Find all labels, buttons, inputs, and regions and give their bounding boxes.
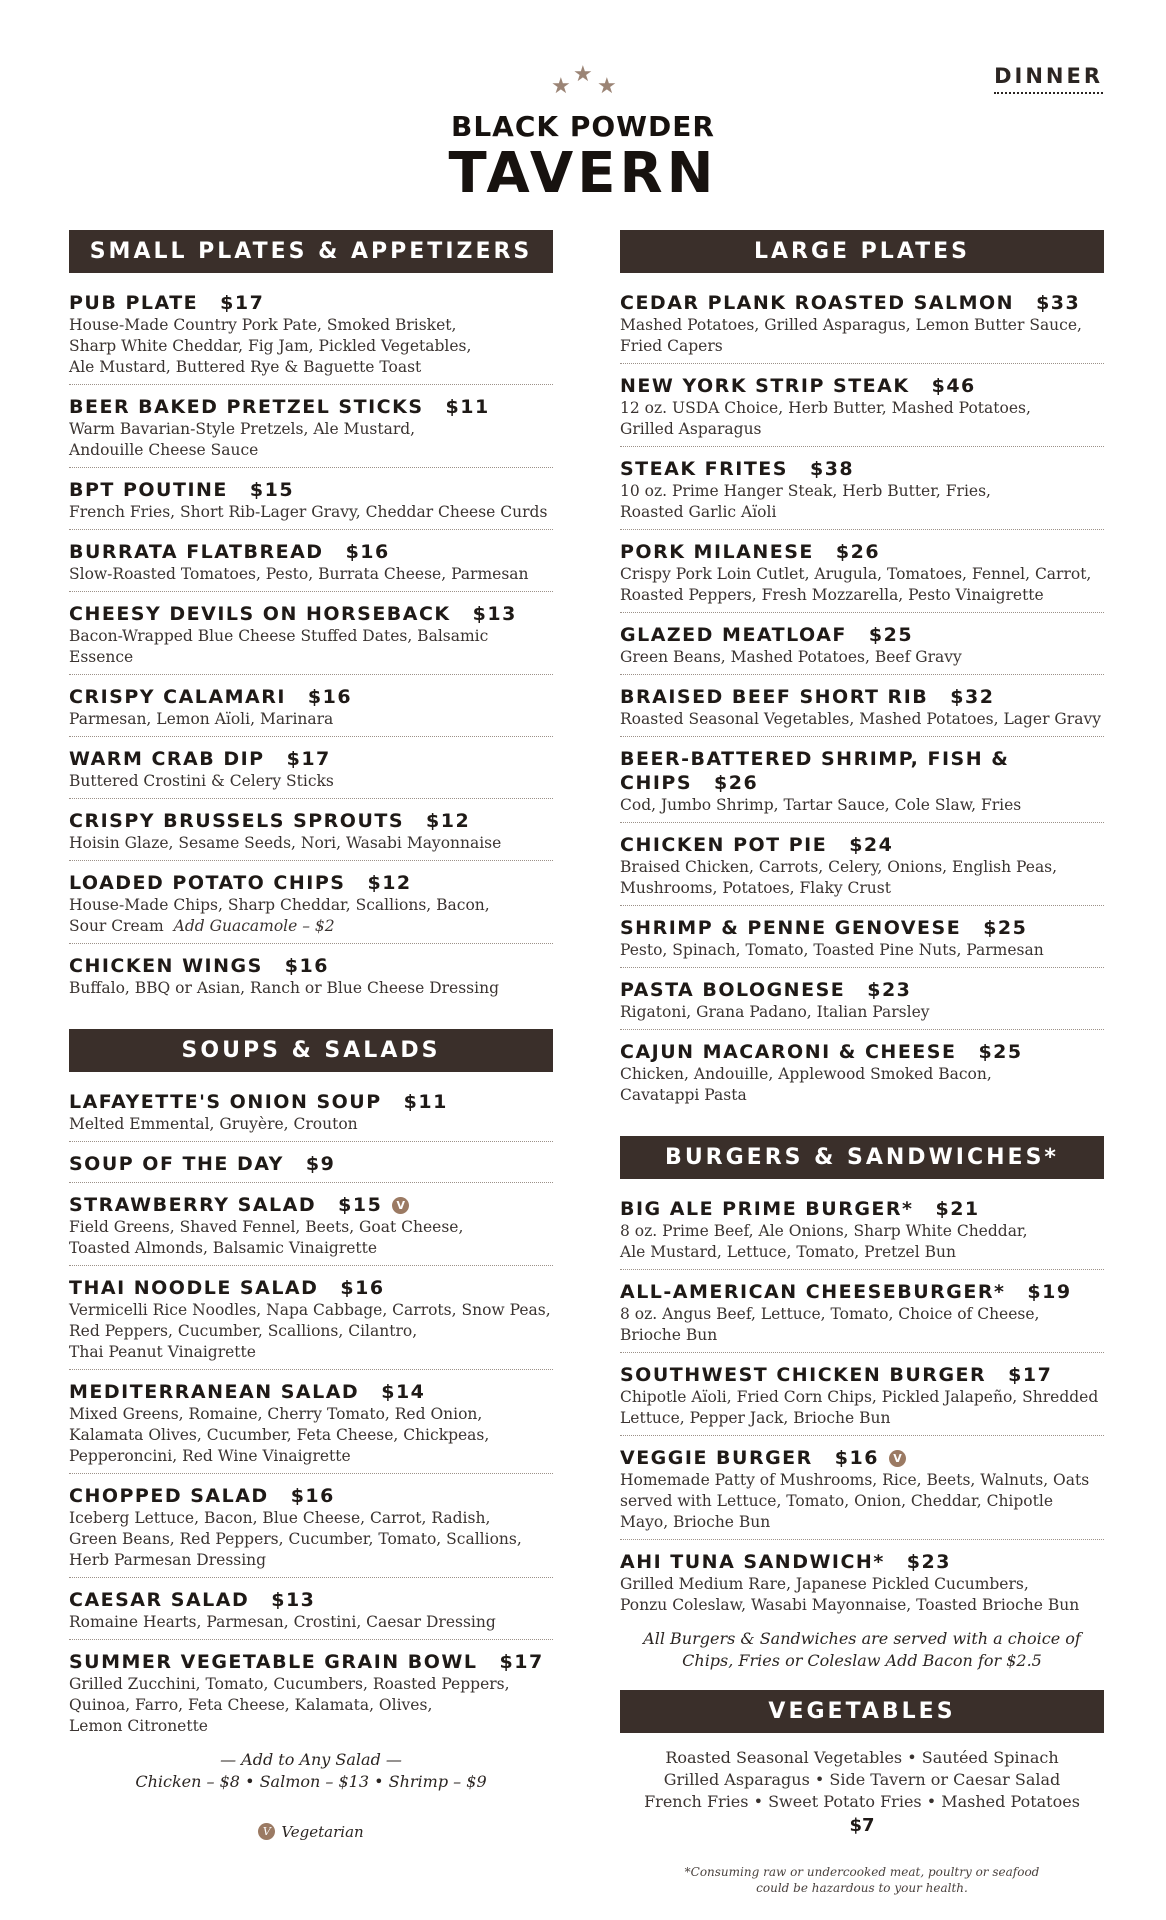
- item-price: $26: [835, 541, 881, 563]
- item-description: [620, 502, 1104, 523]
- item-description: [620, 1408, 1104, 1429]
- item-description: [69, 1425, 553, 1446]
- item-description: [620, 585, 1104, 606]
- item-title: [620, 1446, 1104, 1470]
- description-text: Thai Peanut Vinaigrette: [69, 1343, 256, 1361]
- description-text: Ale Mustard, Buttered Rye & Baguette Toast: [69, 358, 422, 376]
- description-text: Green Beans, Red Peppers, Cucumber, Tomato, Scallions,: [69, 1530, 522, 1548]
- item-name: PASTA BOLOGNESE: [620, 979, 846, 1001]
- item-title: [620, 1550, 1104, 1574]
- item-name: NEW YORK STRIP STEAK: [620, 375, 910, 397]
- item-price: $11: [403, 1091, 448, 1113]
- item-description: [69, 315, 553, 336]
- section-burgers-sandwiches: [620, 1136, 1104, 1672]
- item-price: $13: [472, 603, 517, 625]
- menu-item: [69, 1584, 553, 1640]
- item-name: CRISPY CALAMARI: [69, 686, 286, 708]
- item-price: $25: [978, 1041, 1023, 1063]
- item-description: [69, 357, 553, 378]
- salad-addon-note: [69, 1749, 553, 1793]
- description-text: Ponzu Coleslaw, Wasabi Mayonnaise, Toasted Brioche Bun: [620, 1596, 1080, 1614]
- description-text: 8 oz. Angus Beef, Lettuce, Tomato, Choice of Cheese,: [620, 1305, 1040, 1323]
- item-name: VEGGIE BURGER: [620, 1447, 813, 1469]
- menu-item-list: [620, 287, 1104, 1112]
- item-title: [620, 291, 1104, 315]
- description-text: Green Beans, Mashed Potatoes, Beef Gravy: [620, 648, 962, 666]
- item-description: [69, 1550, 553, 1571]
- menu-item: [69, 598, 553, 675]
- item-price: $13: [271, 1589, 316, 1611]
- description-text: Mayo, Brioche Bun: [620, 1513, 771, 1531]
- item-description: [69, 833, 553, 854]
- menu-item: [69, 1148, 553, 1183]
- description-text: Chicken, Andouille, Applewood Smoked Bacon,: [620, 1065, 992, 1083]
- item-price: $25: [868, 624, 914, 646]
- item-title: [69, 1484, 553, 1508]
- description-text: 8 oz. Prime Beef, Ale Onions, Sharp White Cheddar,: [620, 1222, 1028, 1240]
- item-price: $15: [338, 1194, 383, 1216]
- vegetable-list: [620, 1747, 1104, 1813]
- item-description: [620, 1574, 1104, 1595]
- item-description: [69, 1716, 553, 1737]
- item-price: $16: [340, 1277, 385, 1299]
- description-text: Quinoa, Farro, Feta Cheese, Kalamata, Olives,: [69, 1696, 433, 1714]
- description-text: Warm Bavarian-Style Pretzels, Ale Mustard,: [69, 420, 416, 438]
- item-title: [620, 540, 1104, 564]
- item-description: [620, 1387, 1104, 1408]
- vegetarian-legend: [69, 1823, 553, 1841]
- section-header: VEGETABLES: [620, 1690, 1104, 1733]
- item-title: [620, 1197, 1104, 1221]
- item-description: [69, 1342, 553, 1363]
- item-description: [620, 940, 1104, 961]
- item-description: [620, 398, 1104, 419]
- menu-item: [69, 536, 553, 592]
- item-title: [620, 623, 1104, 647]
- item-name: BPT POUTINE: [69, 479, 228, 501]
- description-text: Field Greens, Shaved Fennel, Beets, Goat Cheese,: [69, 1218, 464, 1236]
- menu-item: [69, 681, 553, 737]
- disclaimer-line: could be hazardous to your health.: [756, 1881, 968, 1895]
- item-name: WARM CRAB DIP: [69, 748, 265, 770]
- item-title: [69, 1152, 553, 1176]
- description-text: Crispy Pork Loin Cutlet, Arugula, Tomatoes, Fennel, Carrot,: [620, 565, 1092, 583]
- item-price: $16: [307, 686, 353, 708]
- item-description: [69, 440, 553, 461]
- item-name: PUB PLATE: [69, 292, 199, 314]
- description-text: Grilled Medium Rare, Japanese Pickled Cucumbers,: [620, 1575, 1029, 1593]
- burger-sides-note: [620, 1628, 1104, 1672]
- description-text: Grilled Zucchini, Tomato, Cucumbers, Roasted Peppers,: [69, 1675, 510, 1693]
- item-description: [69, 978, 553, 999]
- item-description: [620, 1064, 1104, 1085]
- description-text: Parmesan, Lemon Aïoli, Marinara: [69, 710, 334, 728]
- item-title: [620, 916, 1104, 940]
- item-title: [69, 747, 553, 771]
- item-description: [620, 1512, 1104, 1533]
- menu-type-label: DINNER: [994, 64, 1103, 94]
- item-description: [620, 481, 1104, 502]
- item-name: AHI TUNA SANDWICH*: [620, 1551, 885, 1573]
- item-description: [69, 1695, 553, 1716]
- description-text: House-Made Chips, Sharp Cheddar, Scallions, Bacon,: [69, 896, 490, 914]
- item-description: [620, 1325, 1104, 1346]
- item-name: STEAK FRITES: [620, 458, 788, 480]
- note-line: Chicken – $8 • Salmon – $13 • Shrimp – $9: [135, 1772, 487, 1791]
- description-text: Roasted Seasonal Vegetables, Mashed Potatoes, Lager Gravy: [620, 710, 1101, 728]
- item-title: [69, 602, 553, 626]
- description-text: Brioche Bun: [620, 1326, 718, 1344]
- item-name: LAFAYETTE'S ONION SOUP: [69, 1091, 382, 1113]
- description-text: 10 oz. Prime Hanger Steak, Herb Butter, Fries,: [620, 482, 991, 500]
- description-text: Sour Cream: [69, 917, 164, 935]
- item-description: [620, 564, 1104, 585]
- item-description: [620, 1002, 1104, 1023]
- item-name: CHEESY DEVILS ON HORSEBACK: [69, 603, 451, 625]
- section-header: LARGE PLATES: [620, 230, 1104, 273]
- item-description: [620, 795, 1104, 816]
- item-name: PORK MILANESE: [620, 541, 814, 563]
- description-text: Pesto, Spinach, Tomato, Toasted Pine Nuts, Parmesan: [620, 941, 1044, 959]
- menu-item: [620, 1442, 1104, 1540]
- description-text: Melted Emmental, Gruyère, Crouton: [69, 1115, 358, 1133]
- note-line: Chips, Fries or Coleslaw Add Bacon for $2.5: [682, 1651, 1042, 1670]
- health-disclaimer: [620, 1864, 1104, 1896]
- item-price: $16: [290, 1485, 335, 1507]
- item-price: $17: [499, 1651, 544, 1673]
- item-title: [69, 1090, 553, 1114]
- item-price: $17: [286, 748, 331, 770]
- item-title: [69, 809, 553, 833]
- item-name: BRAISED BEEF SHORT RIB: [620, 686, 929, 708]
- item-name: BIG ALE PRIME BURGER*: [620, 1198, 914, 1220]
- item-price: $21: [935, 1198, 980, 1220]
- description-text: Cod, Jumbo Shrimp, Tartar Sauce, Cole Slaw, Fries: [620, 796, 1022, 814]
- item-description: [620, 1491, 1104, 1512]
- item-description: [620, 1085, 1104, 1106]
- item-price: $16: [284, 955, 329, 977]
- vegetarian-icon: V: [258, 1823, 275, 1840]
- item-description: [69, 1508, 553, 1529]
- item-title: [69, 1193, 553, 1217]
- item-price: $14: [381, 1381, 426, 1403]
- description-text: Roasted Peppers, Fresh Mozzarella, Pesto Vinaigrette: [620, 586, 1044, 604]
- item-title: [620, 978, 1104, 1002]
- vegetable-price: $7: [849, 1815, 875, 1836]
- item-title: [69, 954, 553, 978]
- item-name: GLAZED MEATLOAF: [620, 624, 847, 646]
- vegetable-line: Roasted Seasonal Vegetables • Sautéed Spinach: [665, 1748, 1059, 1767]
- item-price: $11: [445, 396, 490, 418]
- section-small-plates: [69, 230, 553, 1005]
- item-title: [620, 685, 1104, 709]
- item-price: $19: [1027, 1281, 1072, 1303]
- item-price: $25: [983, 917, 1028, 939]
- star-icon: ★: [551, 74, 571, 99]
- logo-line-2: TAVERN: [448, 141, 718, 206]
- description-text: Roasted Garlic Aïoli: [620, 503, 777, 521]
- description-text: Braised Chicken, Carrots, Celery, Onions, English Peas,: [620, 858, 1058, 876]
- right-column: [620, 230, 1104, 1896]
- menu-item: [620, 1276, 1104, 1353]
- item-title: [620, 747, 1104, 795]
- item-description: [69, 771, 553, 792]
- item-price: $46: [931, 375, 976, 397]
- note-line: All Burgers & Sandwiches are served with a choice of: [643, 1629, 1081, 1648]
- description-text: Buttered Crostini & Celery Sticks: [69, 772, 334, 790]
- item-name: SUMMER VEGETABLE GRAIN BOWL: [69, 1651, 478, 1673]
- legend-label: Vegetarian: [281, 1823, 364, 1841]
- menu-item-list: [69, 1086, 553, 1743]
- item-price: $26: [714, 772, 759, 794]
- item-name: THAI NOODLE SALAD: [69, 1277, 319, 1299]
- item-name: MEDITERRANEAN SALAD: [69, 1381, 360, 1403]
- menu-item: [69, 391, 553, 468]
- section-soups-salads: [69, 1029, 553, 1841]
- item-name: BURRATA FLATBREAD: [69, 541, 324, 563]
- description-text: Herb Parmesan Dressing: [69, 1551, 267, 1569]
- description-text: 12 oz. USDA Choice, Herb Butter, Mashed Potatoes,: [620, 399, 1031, 417]
- vegetable-line: French Fries • Sweet Potato Fries • Mashed Potatoes: [644, 1792, 1080, 1811]
- description-text: Toasted Almonds, Balsamic Vinaigrette: [69, 1239, 378, 1257]
- item-title: [620, 833, 1104, 857]
- logo-line-1: BLACK POWDER: [451, 110, 715, 143]
- item-name: CEDAR PLANK ROASTED SALMON: [620, 292, 1015, 314]
- item-description: [69, 1612, 553, 1633]
- menu-item: [69, 950, 553, 1005]
- item-price: $12: [426, 810, 471, 832]
- item-title: [620, 1280, 1104, 1304]
- menu-item: [69, 805, 553, 861]
- item-description: [620, 419, 1104, 440]
- description-text: Ale Mustard, Lettuce, Tomato, Pretzel Bun: [620, 1243, 956, 1261]
- item-description: [620, 1242, 1104, 1263]
- menu-item-list: [69, 287, 553, 1005]
- description-text: Cavatappi Pasta: [620, 1086, 747, 1104]
- item-description: [69, 626, 553, 668]
- vegetarian-icon: V: [392, 1197, 409, 1214]
- description-text: served with Lettuce, Tomato, Onion, Cheddar, Chipotle: [620, 1492, 1054, 1510]
- description-text: Lemon Citronette: [69, 1717, 208, 1735]
- menu-item: [620, 912, 1104, 968]
- description-text: Mushrooms, Potatoes, Flaky Crust: [620, 879, 891, 897]
- section-vegetables: [620, 1690, 1104, 1896]
- description-text: Mashed Potatoes, Grilled Asparagus, Lemon Butter Sauce,: [620, 316, 1082, 334]
- item-description: [69, 1238, 553, 1259]
- item-title: [69, 1276, 553, 1300]
- item-title: [69, 1650, 553, 1674]
- menu-item: [69, 743, 553, 799]
- item-price: $17: [220, 292, 265, 314]
- menu-item: [620, 619, 1104, 675]
- description-text: Homemade Patty of Mushrooms, Rice, Beets, Walnuts, Oats: [620, 1471, 1090, 1489]
- item-title: [69, 685, 553, 709]
- item-price: $16: [834, 1447, 879, 1469]
- item-title: [69, 1380, 553, 1404]
- item-name: CHICKEN WINGS: [69, 955, 263, 977]
- description-text: Hoisin Glaze, Sesame Seeds, Nori, Wasabi Mayonnaise: [69, 834, 502, 852]
- item-price: $23: [906, 1551, 951, 1573]
- item-description: [69, 895, 553, 916]
- item-title: [620, 1363, 1104, 1387]
- item-description: [69, 1321, 553, 1342]
- item-description: [69, 1404, 553, 1425]
- item-description: [69, 1300, 553, 1321]
- item-description: [620, 315, 1104, 336]
- item-title: [69, 478, 553, 502]
- description-text: Grilled Asparagus: [620, 420, 762, 438]
- menu-item: [620, 1359, 1104, 1436]
- item-price: $33: [1036, 292, 1081, 314]
- logo-stars: [523, 60, 643, 100]
- item-title: [69, 1588, 553, 1612]
- item-price: $38: [809, 458, 855, 480]
- item-addon: Add Guacamole – $2: [173, 917, 335, 935]
- left-column: [69, 230, 553, 1841]
- menu-item: [620, 370, 1104, 447]
- menu-item: [69, 1480, 553, 1578]
- description-text: Fried Capers: [620, 337, 723, 355]
- item-description: [69, 336, 553, 357]
- description-text: Kalamata Olives, Cucumber, Feta Cheese, Chickpeas,: [69, 1426, 490, 1444]
- description-text: Iceberg Lettuce, Bacon, Blue Cheese, Carrot, Radish,: [69, 1509, 491, 1527]
- star-icon: ★: [573, 62, 593, 87]
- menu-item: [69, 474, 553, 530]
- item-title: [69, 871, 553, 895]
- vegetable-line: Grilled Asparagus • Side Tavern or Caesar Salad: [663, 1770, 1061, 1789]
- item-description: [620, 857, 1104, 878]
- item-name: BEER BAKED PRETZEL STICKS: [69, 396, 424, 418]
- item-description: [620, 1470, 1104, 1491]
- item-description: [620, 709, 1104, 730]
- item-name: STRAWBERRY SALAD: [69, 1194, 317, 1216]
- item-name: SOUP OF THE DAY: [69, 1153, 284, 1175]
- item-description: [620, 1221, 1104, 1242]
- menu-item: [620, 974, 1104, 1030]
- item-name: CAESAR SALAD: [69, 1589, 250, 1611]
- item-description: [69, 709, 553, 730]
- menu-item: [69, 1086, 553, 1142]
- description-text: House-Made Country Pork Pate, Smoked Brisket,: [69, 316, 457, 334]
- menu-item: [620, 536, 1104, 613]
- item-title: [69, 540, 553, 564]
- menu-item: [69, 867, 553, 944]
- item-description: [69, 1217, 553, 1238]
- restaurant-logo: [0, 60, 1166, 204]
- description-text: Vermicelli Rice Noodles, Napa Cabbage, Carrots, Snow Peas,: [69, 1301, 551, 1319]
- item-name: CHICKEN POT PIE: [620, 834, 828, 856]
- section-header: SOUPS & SALADS: [69, 1029, 553, 1072]
- description-text: Andouille Cheese Sauce: [69, 441, 259, 459]
- item-name: ALL-AMERICAN CHEESEBURGER*: [620, 1281, 1006, 1303]
- menu-item: [620, 681, 1104, 737]
- description-text: Pepperoncini, Red Wine Vinaigrette: [69, 1447, 351, 1465]
- note-line: — Add to Any Salad —: [220, 1750, 402, 1769]
- item-name: LOADED POTATO CHIPS: [69, 872, 346, 894]
- item-price: $32: [950, 686, 995, 708]
- star-icon: ★: [597, 74, 617, 99]
- item-title: [620, 1040, 1104, 1064]
- menu-item: [69, 1272, 553, 1370]
- description-text: Bacon-Wrapped Blue Cheese Stuffed Dates, Balsamic Essence: [69, 627, 489, 666]
- item-title: [620, 374, 1104, 398]
- description-text: Rigatoni, Grana Padano, Italian Parsley: [620, 1003, 930, 1021]
- item-description: [69, 1114, 553, 1135]
- disclaimer-line: *Consuming raw or undercooked meat, poultry or seafood: [684, 1865, 1040, 1879]
- item-price: $15: [249, 479, 295, 501]
- item-name: BEER-BATTERED SHRIMP, FISH & CHIPS: [620, 748, 1010, 794]
- description-text: French Fries, Short Rib-Lager Gravy, Cheddar Cheese Curds: [69, 503, 548, 521]
- item-name: SOUTHWEST CHICKEN BURGER: [620, 1364, 987, 1386]
- menu-item: [69, 1376, 553, 1474]
- menu-item: [620, 453, 1104, 530]
- menu-item: [620, 829, 1104, 906]
- description-text: Slow-Roasted Tomatoes, Pesto, Burrata Cheese, Parmesan: [69, 565, 529, 583]
- menu-item: [69, 1646, 553, 1743]
- item-description: [69, 1529, 553, 1550]
- item-description: [620, 647, 1104, 668]
- item-description: [69, 916, 553, 937]
- item-price: $16: [345, 541, 390, 563]
- item-price: $12: [367, 872, 412, 894]
- item-description: [69, 419, 553, 440]
- description-text: Romaine Hearts, Parmesan, Crostini, Caesar Dressing: [69, 1613, 496, 1631]
- item-description: [620, 1304, 1104, 1325]
- menu-item: [69, 1189, 553, 1266]
- description-text: Red Peppers, Cucumber, Scallions, Cilantro,: [69, 1322, 418, 1340]
- item-name: CAJUN MACARONI & CHEESE: [620, 1041, 957, 1063]
- vegetarian-icon: V: [889, 1450, 906, 1467]
- description-text: Mixed Greens, Romaine, Cherry Tomato, Red Onion,: [69, 1405, 483, 1423]
- section-header: BURGERS & SANDWICHES*: [620, 1136, 1104, 1179]
- item-price: $9: [305, 1153, 336, 1175]
- item-description: [620, 878, 1104, 899]
- item-description: [620, 1595, 1104, 1616]
- menu-item-list: [620, 1193, 1104, 1622]
- description-text: Lettuce, Pepper Jack, Brioche Bun: [620, 1409, 891, 1427]
- item-title: [620, 457, 1104, 481]
- menu-item: [69, 287, 553, 385]
- item-description: [620, 336, 1104, 357]
- menu-item: [620, 1036, 1104, 1112]
- item-title: [69, 395, 553, 419]
- item-price: $17: [1008, 1364, 1053, 1386]
- menu-item: [620, 1193, 1104, 1270]
- menu-item: [620, 287, 1104, 364]
- item-price: $23: [867, 979, 912, 1001]
- section-large-plates: [620, 230, 1104, 1112]
- item-description: [69, 502, 553, 523]
- item-title: [69, 291, 553, 315]
- item-description: [69, 564, 553, 585]
- description-text: Sharp White Cheddar, Fig Jam, Pickled Vegetables,: [69, 337, 472, 355]
- item-description: [69, 1674, 553, 1695]
- item-price: $24: [849, 834, 894, 856]
- description-text: Chipotle Aïoli, Fried Corn Chips, Pickled Jalapeño, Shredded: [620, 1388, 1099, 1406]
- menu-item: [620, 1546, 1104, 1622]
- menu-item: [620, 743, 1104, 823]
- item-name: CHOPPED SALAD: [69, 1485, 269, 1507]
- section-header: SMALL PLATES & APPETIZERS: [69, 230, 553, 273]
- item-description: [69, 1446, 553, 1467]
- description-text: Buffalo, BBQ or Asian, Ranch or Blue Cheese Dressing: [69, 979, 499, 997]
- item-name: SHRIMP & PENNE GENOVESE: [620, 917, 962, 939]
- item-name: CRISPY BRUSSELS SPROUTS: [69, 810, 405, 832]
